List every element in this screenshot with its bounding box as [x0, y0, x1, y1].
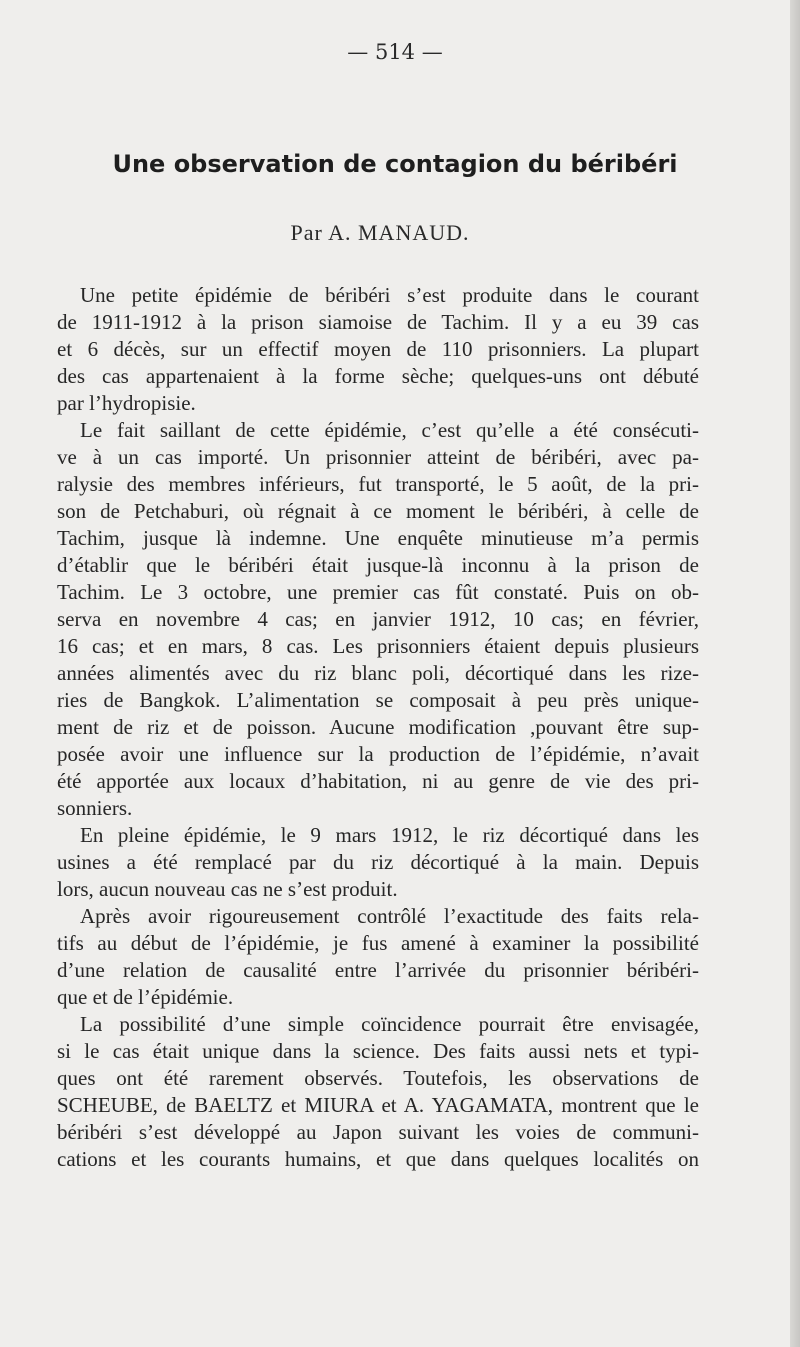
- text-line: que et de l’épidémie.: [57, 985, 234, 1009]
- text-line: d’établir que le béribéri était jusque-là inconnu à la prison de: [57, 553, 699, 577]
- page-number: — 514 —: [347, 40, 443, 64]
- text-line: En pleine épidémie, le 9 mars 1912, le riz décortiqué dans les: [80, 823, 699, 847]
- text-line: usines a été remplacé par du riz décortiqué à la main. Depuis: [57, 850, 699, 874]
- text-line: La possibilité d’une simple coïncidence pourrait être envisagée,: [80, 1012, 699, 1036]
- text-line: Une petite épidémie de béribéri s’est produite dans le courant: [80, 283, 699, 307]
- text-line: d’une relation de causalité entre l’arrivée du prisonnier béribéri-: [57, 958, 699, 982]
- text-line: sonniers.: [57, 796, 133, 820]
- text-line: ques ont été rarement observés. Toutefois, les observations de: [57, 1066, 699, 1090]
- text-line: et 6 décès, sur un effectif moyen de 110 prisonniers. La plupart: [57, 337, 699, 361]
- text-line: années alimentés avec du riz blanc poli, décortiqué dans les rize-: [57, 661, 699, 685]
- text-line: ve à un cas importé. Un prisonnier atteint de béribéri, avec pa-: [57, 445, 699, 469]
- text-line: été apportée aux locaux d’habitation, ni au genre de vie des pri-: [57, 769, 699, 793]
- text-line: SCHEUBE, de BAELTZ et MIURA et A. YAGAMATA, montrent que le: [57, 1093, 699, 1117]
- text-line: son de Petchaburi, où régnait à ce moment le béribéri, à celle de: [57, 499, 699, 523]
- text-line: 16 cas; et en mars, 8 cas. Les prisonniers étaient depuis plusieurs: [57, 634, 699, 658]
- text-line: cations et les courants humains, et que dans quelques localités on: [57, 1147, 699, 1171]
- article-author: Par A. MANAUD.: [290, 220, 470, 245]
- text-line: Tachim, jusque là indemne. Une enquête minutieuse m’a permis: [57, 526, 699, 550]
- text-line: tifs au début de l’épidémie, je fus amené à examiner la possibilité: [57, 931, 699, 955]
- text-line: serva en novembre 4 cas; en janvier 1912, 10 cas; en février,: [57, 607, 699, 631]
- text-line: posée avoir une influence sur la production de l’épidémie, n’avait: [57, 742, 699, 766]
- text-line: si le cas était unique dans la science. Des faits aussi nets et typi-: [57, 1039, 699, 1063]
- text-line: des cas appartenaient à la forme sèche; quelques-uns ont débuté: [57, 364, 699, 388]
- text-line: de 1911-1912 à la prison siamoise de Tachim. Il y a eu 39 cas: [57, 310, 699, 334]
- text-line: par l’hydropisie.: [57, 391, 196, 415]
- article-title: Une observation de contagion du béribéri: [112, 150, 678, 178]
- text-line: ment de riz et de poisson. Aucune modification ,pouvant être sup-: [57, 715, 699, 739]
- text-line: ralysie des membres inférieurs, fut transporté, le 5 août, de la pri-: [57, 472, 699, 496]
- article-body: [57, 282, 699, 1173]
- text-line: Tachim. Le 3 octobre, une premier cas fût constaté. Puis on ob-: [57, 580, 699, 604]
- text-line: béribéri s’est développé au Japon suivant les voies de communi-: [57, 1120, 699, 1144]
- text-line: ries de Bangkok. L’alimentation se composait à peu près unique-: [57, 688, 699, 712]
- text-line: Le fait saillant de cette épidémie, c’est qu’elle a été consécuti-: [80, 418, 699, 442]
- page-edge-shadow: [790, 0, 800, 1347]
- text-line: lors, aucun nouveau cas ne s’est produit.: [57, 877, 398, 901]
- text-line: Après avoir rigoureusement contrôlé l’exactitude des faits rela-: [80, 904, 699, 928]
